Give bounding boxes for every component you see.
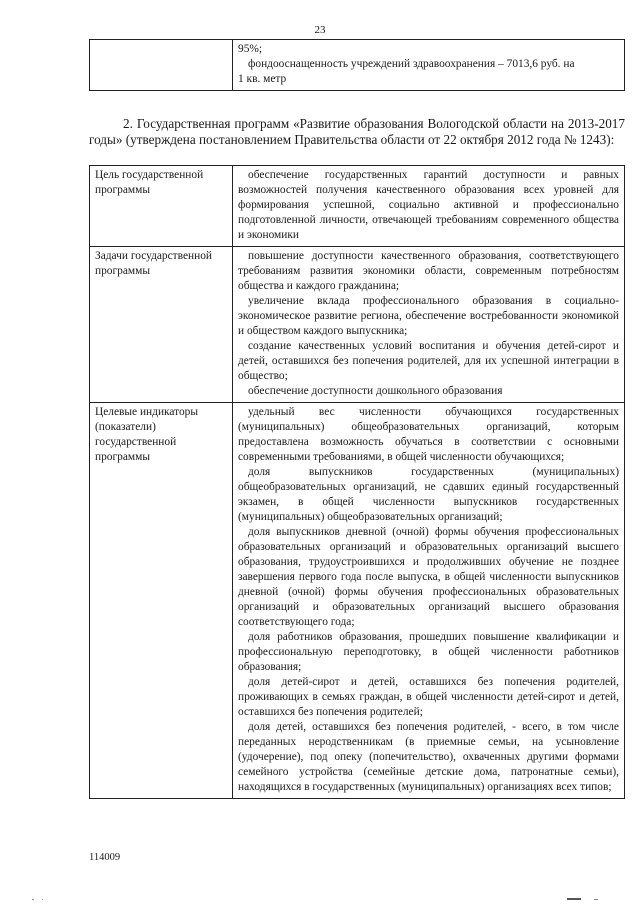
table-row [90, 403, 625, 799]
row-label: Цель государственной программы [90, 166, 233, 247]
list-item: доля выпускников дневной (очной) формы обучения профессиональных образовательных организаций и образовательных организаций высшего образования, трудоустроившихся и продолживших обучение не позднее завершения первого года после выпуска, в общей численности выпускников дневной (очной) формы обучения профессиональных образовательных организаций и образовательных организаций высшего образования соответствующего года; [238, 526, 619, 628]
continued-table-left-cell [90, 40, 233, 91]
program-passport-table [89, 165, 625, 799]
scan-speck [32, 899, 34, 900]
row-label: Целевые индикаторы (показатели) государственной программы [90, 403, 233, 799]
row-content [233, 166, 625, 247]
list-item: доля детей-сирот и детей, оставшихся без попечения родителей, проживающих в семьях граждан, в общей численности детей-сирот и детей, оставшихся без попечения родителей; [238, 676, 619, 718]
scan-speck [594, 899, 598, 900]
list-item: доля детей, оставшихся без попечения родителей, - всего, в том числе переданных неродственникам (в приемные семьи, на усыновление (удочерение), под опеку (попечительство), охваченных другими формами семейного устройства (семейные детские дома, патронатные семьи), находящихся в государственных (муниципальных) организациях всех типов; [238, 721, 619, 793]
continued-line: 1 кв. метр [238, 73, 287, 85]
scan-specks [0, 895, 640, 903]
table-row [90, 166, 625, 247]
continued-line: 95%; [238, 43, 263, 55]
row-content [233, 403, 625, 799]
page-number: 23 [314, 24, 326, 36]
list-item: удельный вес численности обучающихся государственных (муниципальных) общеобразовательных организаций, которым предоставлена возможность обучаться в соответствии с основными современными требованиями, в общей численности обучающихся; [238, 406, 619, 463]
scan-speck [42, 899, 43, 900]
document-code: 114009 [89, 852, 121, 863]
scan-speck [567, 898, 581, 900]
list-item: доля работников образования, прошедших повышение квалификации и профессиональную переподготовку, в общей численности работников образования; [238, 631, 619, 673]
row-label: Задачи государственной программы [90, 247, 233, 403]
list-item: обеспечение государственных гарантий доступности и равных возможностей получения качественного образования всех уровней для формирования успешной, социально активной и профессионально подготовленной личности, отвечающей требованиям современного общества и экономики [238, 169, 619, 241]
list-item: повышение доступности качественного образования, соответствующего требованиям развития экономики области, современным потребностям общества и каждого гражданина; [238, 250, 619, 292]
list-item: создание качественных условий воспитания и обучения детей-сирот и детей, оставшихся без попечения родителей, для их успешной интеграции в общество; [238, 340, 619, 382]
section-heading-text: 2. Государственная программ «Развитие образования Вологодской области на 2013-2017 годы» (утверждена постановлением Правительства области от 22 октября 2012 года № 1243): [89, 116, 625, 147]
list-item: доля выпускников государственных (муниципальных) общеобразовательных организаций, не сдавших единый государственный экзамен, в общей численности выпускников государственных (муниципальных) общеобразовательных организаций; [238, 466, 619, 523]
continued-table [89, 39, 625, 91]
continued-table-right-cell [233, 40, 625, 91]
table-row [90, 247, 625, 403]
list-item: увеличение вклада профессионального образования в социально-экономическое развитие региона, обеспечение востребованности экономикой и обществом каждого выпускника; [238, 295, 619, 337]
continued-line: фондооснащенность учреждений здравоохранения – 7013,6 руб. на [248, 58, 575, 70]
list-item: обеспечение доступности дошкольного образования [248, 385, 503, 397]
section-heading [89, 116, 625, 148]
row-content [233, 247, 625, 403]
